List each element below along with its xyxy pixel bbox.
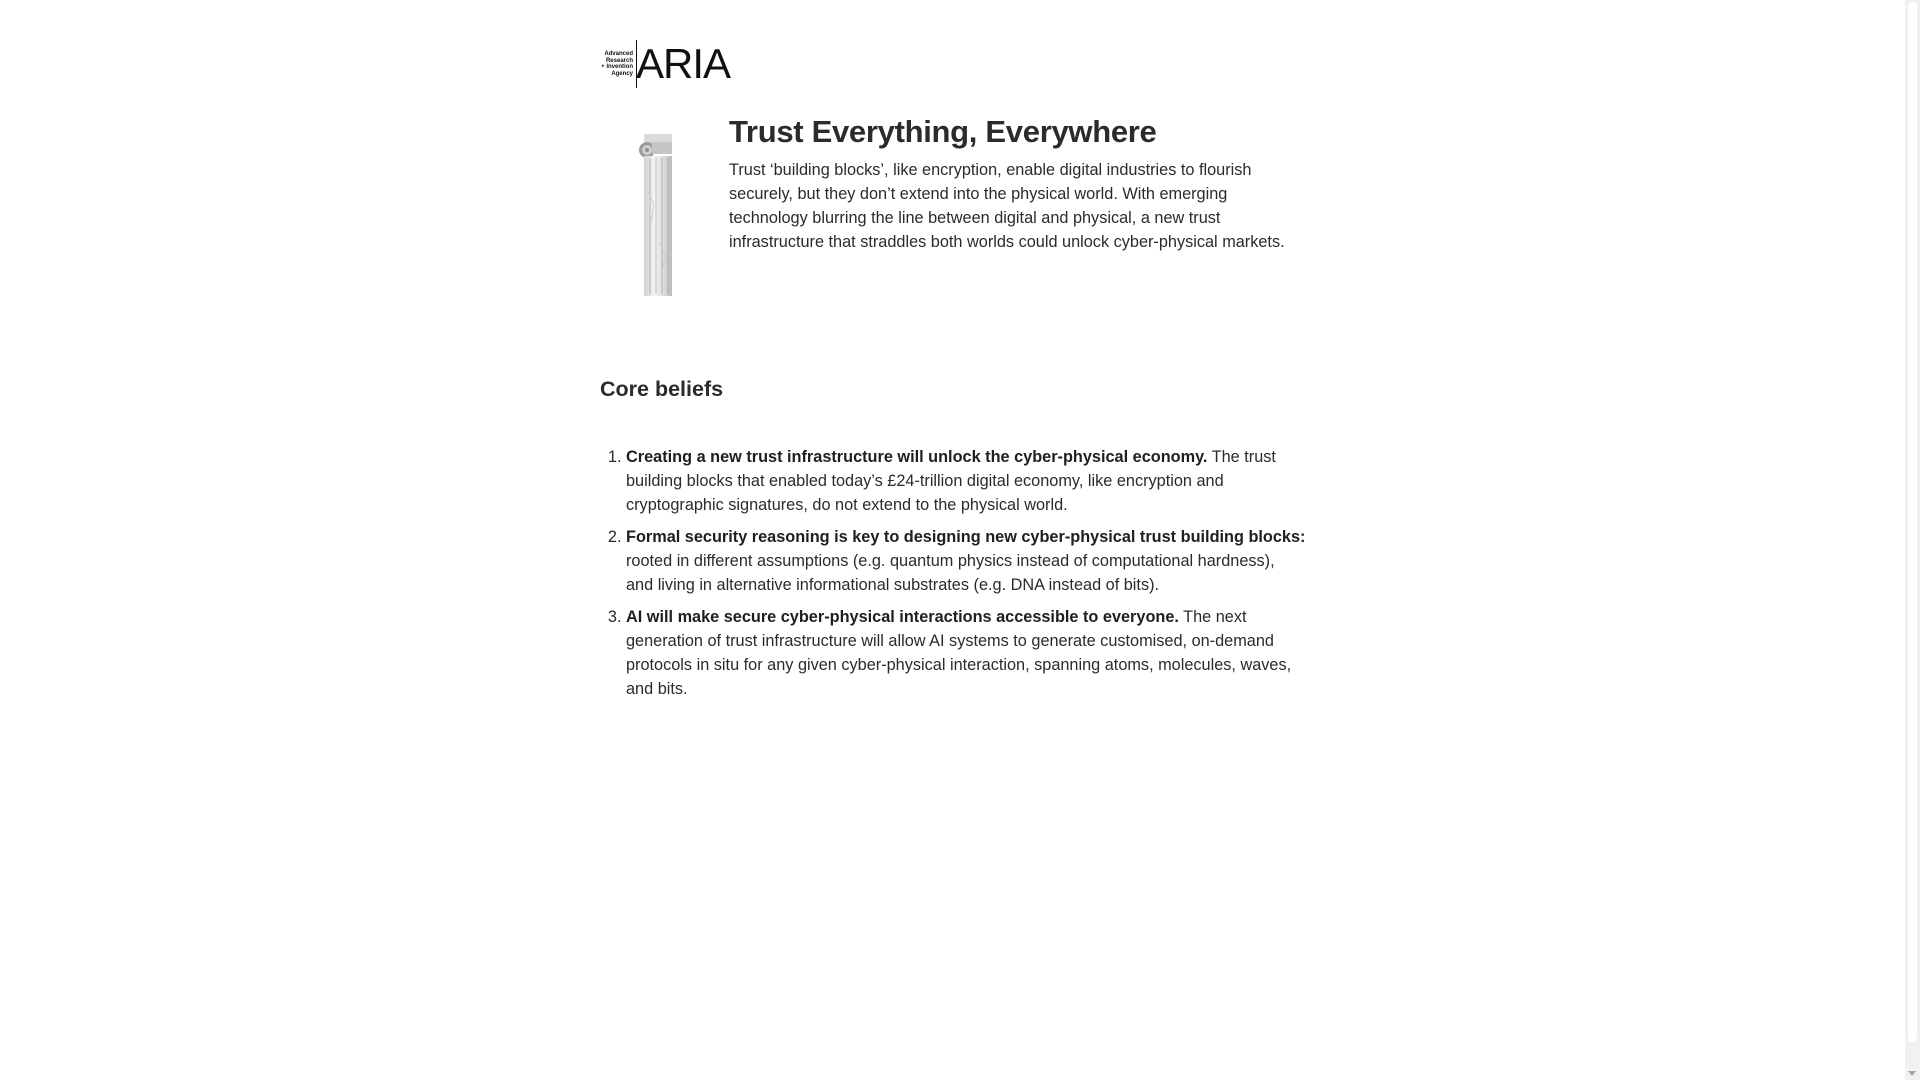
belief-statement: Creating a new trust infrastructure will unlock the cyber-physical economy. [626, 448, 1208, 466]
scroll-down-arrow-icon[interactable] [1908, 1071, 1916, 1076]
vertical-scrollbar[interactable] [1905, 0, 1920, 1080]
hero-text [729, 112, 1309, 254]
greek-column-icon [638, 132, 672, 296]
belief-explanation: The next generation of trust infrastructure will allow AI systems to generate customised, on-demand protocols in situ for any given cyber-physical interaction, spanning atoms, molecules, waves, and bits. [626, 608, 1292, 698]
belief-statement: AI will make secure cyber-physical interactions accessible to everyone. [626, 608, 1179, 626]
core-beliefs-list [600, 445, 1306, 709]
belief-explanation: The trust building blocks that enabled today’s £24-trillion digital economy, like encryption and cryptographic signatures, do not extend to the physical world. [626, 448, 1276, 514]
belief-item [626, 525, 1306, 597]
belief-item [626, 605, 1306, 701]
hero-section [600, 112, 1306, 312]
logo-agency-name [600, 51, 636, 77]
core-beliefs-heading: Core beliefs [600, 377, 724, 401]
hero-description: Trust ‘building blocks’, like encryption, enable digital industries to flourish securely, but they don’t extend into the physical world. With emerging technology blurring the line between digital and physical, a new trust infrastructure that straddles both worlds could unlock cyber-physical markets. [729, 161, 1285, 251]
logo-wordmark: ARIA [636, 40, 731, 87]
logo-line: + Invention [601, 64, 633, 70]
page-title: Trust Everything, Everywhere [729, 114, 1157, 149]
logo-line: Advanced [604, 51, 633, 57]
logo-line: Research [605, 57, 633, 64]
scrollbar-thumb[interactable] [1908, 2, 1917, 1042]
belief-statement: Formal security reasoning is key to designing new cyber-physical trust building blocks: [626, 528, 1306, 546]
belief-item [626, 445, 1306, 517]
aria-logo[interactable] [600, 40, 730, 88]
belief-explanation: rooted in different assumptions (e.g. quantum physics instead of computational hardness), and living in alternative informational substrates (e.g. DNA instead of bits). [626, 552, 1275, 594]
logo-line: Agency [611, 70, 633, 77]
